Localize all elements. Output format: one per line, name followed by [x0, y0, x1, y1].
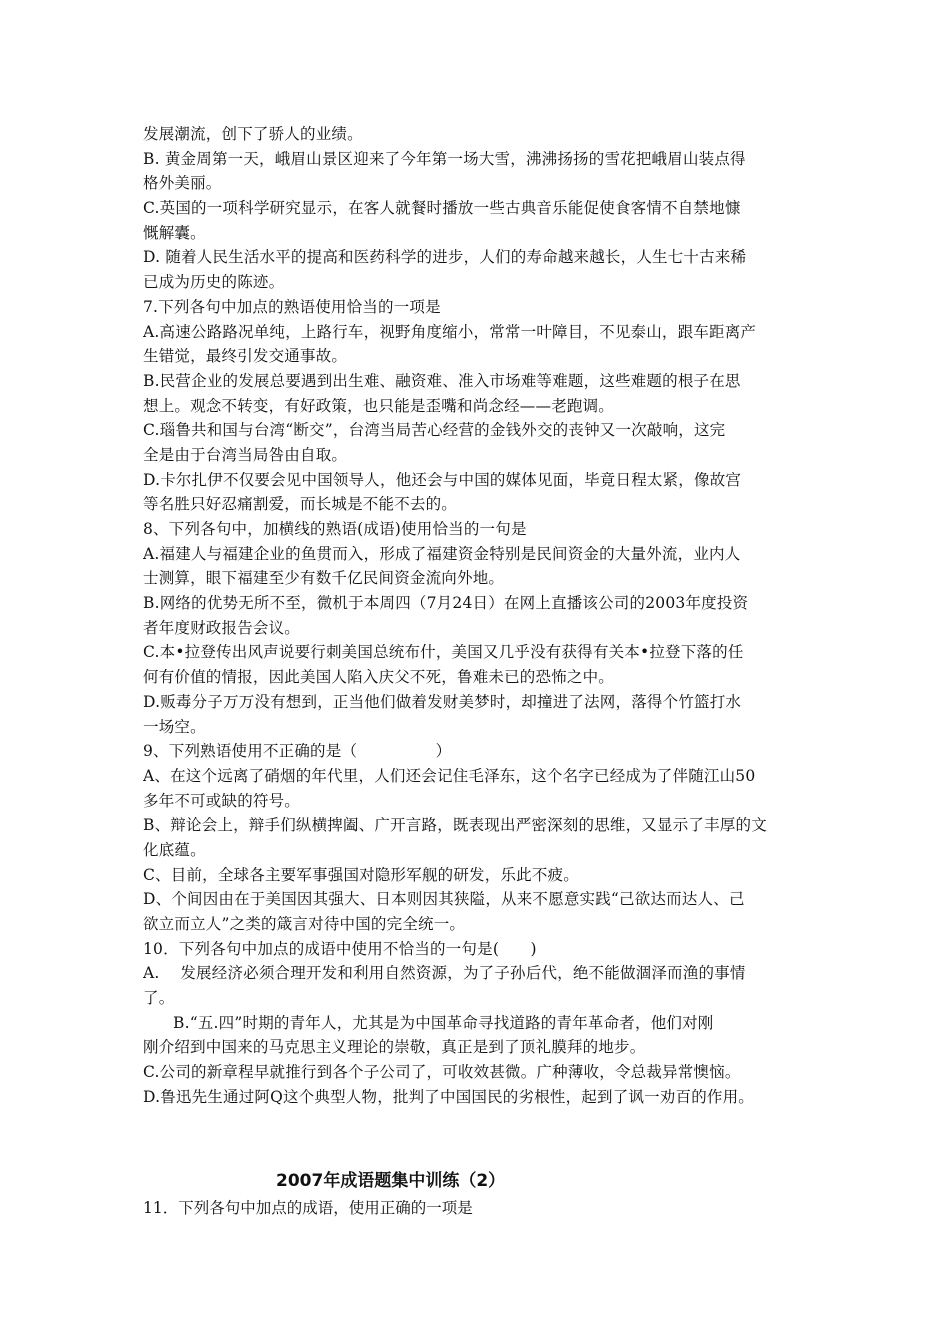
text-line: 7.下列各句中加点的熟语使用恰当的一项是	[143, 297, 441, 316]
text-line: C.瑙鲁共和国与台湾“断交”，台湾当局苦心经营的金钱外交的丧钟又一次敲响，这完	[143, 421, 726, 440]
section-heading: 2007年成语题集中训练（2）	[276, 1171, 506, 1191]
text-line: B.民营企业的发展总要遇到出生难、融资难、准入市场难等难题，这些难题的根子在思	[143, 371, 741, 390]
text-line: 了。	[143, 989, 175, 1008]
text-line: C.英国的一项科学研究显示，在客人就餐时播放一些古典音乐能促使食客情不自禁地慷	[143, 199, 741, 218]
text-line: A.福建人与福建企业的鱼贯而入，形成了福建资金特别是民间资金的大量外流，业内人	[143, 544, 741, 563]
text-line: D、个间因由在于美国因其强大、日本则因其狭隘，从来不愿意实践“己欲达而达人、己	[143, 890, 745, 909]
text-line: 全是由于台湾当局咎由自取。	[143, 445, 348, 464]
text-line: D.鲁迅先生通过阿Q这个典型人物，批判了中国国民的劣根性，起到了讽一劝百的作用。	[143, 1087, 755, 1106]
text-line: A.高速公路路况单纯，上路行车，视野角度缩小，常常一叶障目，不见泰山，跟车距离产	[143, 322, 757, 341]
document-body	[143, 122, 811, 1110]
text-line: 何有价值的情报，因此美国人陷入庆父不死，鲁难未已的恐怖之中。	[143, 668, 615, 687]
text-line: B.“五.四”时期的青年人，尤其是为中国革命寻找道路的青年革命者，他们对刚	[173, 1013, 714, 1032]
text-line: 刚介绍到中国来的马克思主义理论的崇敬，真正是到了顶礼膜拜的地步。	[143, 1038, 646, 1057]
text-line: C、目前，全球各主要军事强国对隐形军舰的研发，乐此不疲。	[143, 865, 579, 884]
text-line: 者年度财政报告会议。	[143, 618, 301, 637]
text-line: 士测算，眼下福建至少有数千亿民间资金流向外地。	[143, 569, 505, 588]
text-line: 等名胜只好忍痛割爱，而长城是不能不去的。	[143, 495, 458, 514]
text-line: 9、下列熟语使用不正确的是（ ）	[143, 742, 452, 761]
text-line: D.卡尔扎伊不仅要会见中国领导人，他还会与中国的媒体见面，毕竟日程太紧，像故宫	[143, 470, 742, 489]
text-line: B、辩论会上，辩手们纵横捭阖、广开言路，既表现出严密深刻的思维，又显示了丰厚的文	[143, 816, 767, 835]
text-line: 想上。观念不转变，有好政策，也只能是歪嘴和尚念经——老跑调。	[143, 396, 615, 415]
text-line: 10．下列各句中加点的成语中使用不恰当的一句是( )	[143, 939, 537, 958]
text-line: 已成为历史的陈迹。	[143, 273, 285, 292]
text-line: 多年不可或缺的符号。	[143, 791, 301, 810]
text-line: 欲立而立人”之类的箴言对待中国的完全统一。	[143, 915, 466, 933]
text-line: A. 发展经济必须合理开发和利用自然资源，为了子孙后代，绝不能做涸泽而渔的事情	[143, 964, 746, 983]
question-11-stem: 11．下列各句中加点的成语，使用正确的一项是	[143, 1199, 473, 1217]
text-line: A、在这个远离了硝烟的年代里，人们还会记住毛泽东，这个名字已经成为了伴随江山50	[143, 766, 756, 785]
text-line: D. 随着人民生活水平的提高和医药科学的进步，人们的寿命越来越长，人生七十古来稀	[143, 248, 747, 267]
text-line: C.本•拉登传出风声说要行刺美国总统布什，美国又几乎没有获得有关本•拉登下落的任	[143, 643, 744, 662]
text-line: B.网络的优势无所不至，微机于本周四（7月24日）在网上直播该公司的2003年度投资	[143, 594, 749, 613]
text-line: 一场空。	[143, 717, 206, 736]
text-line: D.贩毒分子万万没有想到，正当他们做着发财美梦时，却撞进了法网，落得个竹篮打水	[143, 692, 742, 711]
text-line: 慨解囊。	[143, 223, 206, 242]
text-line: 格外美丽。	[143, 174, 222, 193]
text-line: C.公司的新章程早就推行到各个子公司了，可收效甚微。广种薄收，令总裁异常懊恼。	[143, 1063, 741, 1082]
text-line: 8、下列各句中，加横线的熟语(成语)使用恰当的一句是	[143, 520, 527, 538]
text-line: 发展潮流，创下了骄人的业绩。	[143, 125, 363, 143]
text-line: 化底蕴。	[143, 840, 206, 859]
text-line: B. 黄金周第一天，峨眉山景区迎来了今年第一场大雪，沸沸扬扬的雪花把峨眉山装点得	[143, 149, 746, 168]
text-line: 生错觉，最终引发交通事故。	[143, 347, 348, 366]
